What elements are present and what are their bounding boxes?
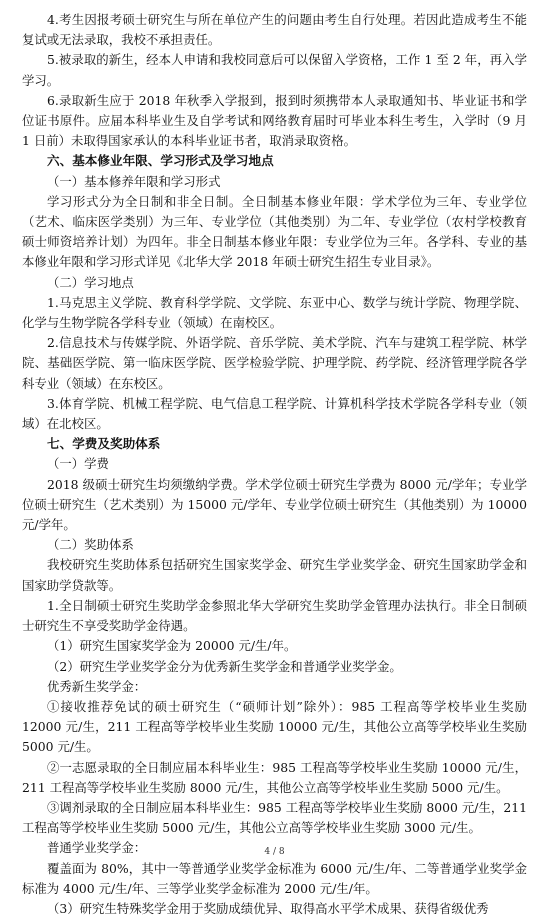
body-paragraph: 5.被录取的新生，经本人申请和我校同意后可以保留入学资格，工作 1 至 2 年，再入学学习。 xyxy=(22,52,527,88)
subsection-heading: （二）奖助体系 xyxy=(47,537,134,553)
body-paragraph: 覆盖面为 80%，其中一等普通学业奖学金标准为 6000 元/生/年、二等普通学业奖学金标准为 4000 元/生/年、三等学业奖学金标准为 2000 元/生/年。 xyxy=(22,860,527,896)
body-paragraph: ②一志愿录取的全日制应届本科毕业生：985 工程高等学校毕业生奖励 10000 元/生，211 工程高等学校毕业生奖励 8000 元/生，其他公立高等学校毕业生奖励 5000 元/生。 xyxy=(22,759,527,795)
section-heading: 六、基本修业年限、学习形式及学习地点 xyxy=(47,153,274,169)
body-paragraph: 1.马克思主义学院、教育科学学院、文学院、东亚中心、数学与统计学院、物理学院、化学与生物学院各学科专业（领域）在南校区。 xyxy=(22,294,527,331)
section-heading: 七、学费及奖助体系 xyxy=(47,436,161,452)
subsection-heading: （一）基本修养年限和学习形式 xyxy=(47,173,221,189)
body-paragraph: 优秀新生奖学金： xyxy=(47,678,147,694)
body-paragraph: 普通学业奖学金： xyxy=(47,840,147,856)
body-paragraph: 6.录取新生应于 2018 年秋季入学报到，报到时须携带本人录取通知书、毕业证书和学位证书原件。应届本科毕业生及自学考试和网络教育届时可毕业本科生考生，入学时（9 月 1 日前）未取得国家承认的本科毕业证书者，取消录取资格。 xyxy=(22,92,527,149)
body-paragraph: 4.考生因报考硕士研究生与所在单位产生的问题由考生自行处理。若因此造成考生不能复试或无法录取，我校不承担责任。 xyxy=(22,12,527,48)
body-paragraph: 3.体育学院、机械工程学院、电气信息工程学院、计算机科学技术学院各学科专业（领域）在北校区。 xyxy=(22,395,527,432)
subsection-heading: （二）学习地点 xyxy=(47,274,134,290)
body-paragraph: 1.全日制硕士研究生奖助学金参照北华大学研究生奖助学金管理办法执行。非全日制硕士研究生不享受奖助学金待遇。 xyxy=(22,597,527,634)
body-paragraph: （2）研究生学业奖学金分为优秀新生奖学金和普通学业奖学金。 xyxy=(47,658,402,674)
body-paragraph: （3）研究生特殊奖学金用于奖励成绩优异、取得高水平学术成果、获得省级优秀 xyxy=(47,900,489,916)
body-paragraph: 2018 级硕士研究生均须缴纳学费。学术学位硕士研究生学费为 8000 元/学年；专业学位硕士研究生（艺术类别）为 15000 元/学年、专业学位硕士研究生（其他类别）为 10000 元/学年。 xyxy=(22,476,527,533)
body-paragraph: 学习形式分为全日制和非全日制。全日制基本修业年限：学术学位为三年、专业学位（艺术、临床医学类别）为三年、专业学位（其他类别）为二年、专业学位（农村学校教育硕士师资培养计划）为四年。非全日制基本修业年限：专业学位为三年。各学科、专业的基本修业年限和学习形式详见《北华大学 2018 年硕士研究生招生专业目录》。 xyxy=(22,193,527,270)
body-paragraph: ①接收推荐免试的硕士研究生（“硕师计划”除外）：985 工程高等学校毕业生奖励 12000 元/生，211 工程高等学校毕业生奖励 10000 元/生，其他公立高等学校毕业生奖励 5000 元/生。 xyxy=(22,698,527,755)
body-paragraph: 我校研究生奖助体系包括研究生国家奖学金、研究生学业奖学金、研究生国家助学金和国家助学贷款等。 xyxy=(22,557,527,593)
subsection-heading: （一）学费 xyxy=(47,456,109,472)
body-paragraph: ③调剂录取的全日制应届本科毕业生：985 工程高等学校毕业生奖励 8000 元/生，211 工程高等学校毕业生奖励 5000 元/生，其他公立高等学校毕业生奖励 3000 元/生。 xyxy=(22,799,527,836)
page-number: 4 / 8 xyxy=(264,847,285,857)
body-paragraph: （1）研究生国家奖学金为 20000 元/生/年。 xyxy=(47,638,297,654)
document-body xyxy=(22,10,527,919)
body-paragraph: 2.信息技术与传媒学院、外语学院、音乐学院、美术学院、汽车与建筑工程学院、林学院、基础医学院、第一临床医学院、医学检验学院、护理学院、药学院、经济管理学院各学科专业（领域）在东校区。 xyxy=(22,335,527,391)
